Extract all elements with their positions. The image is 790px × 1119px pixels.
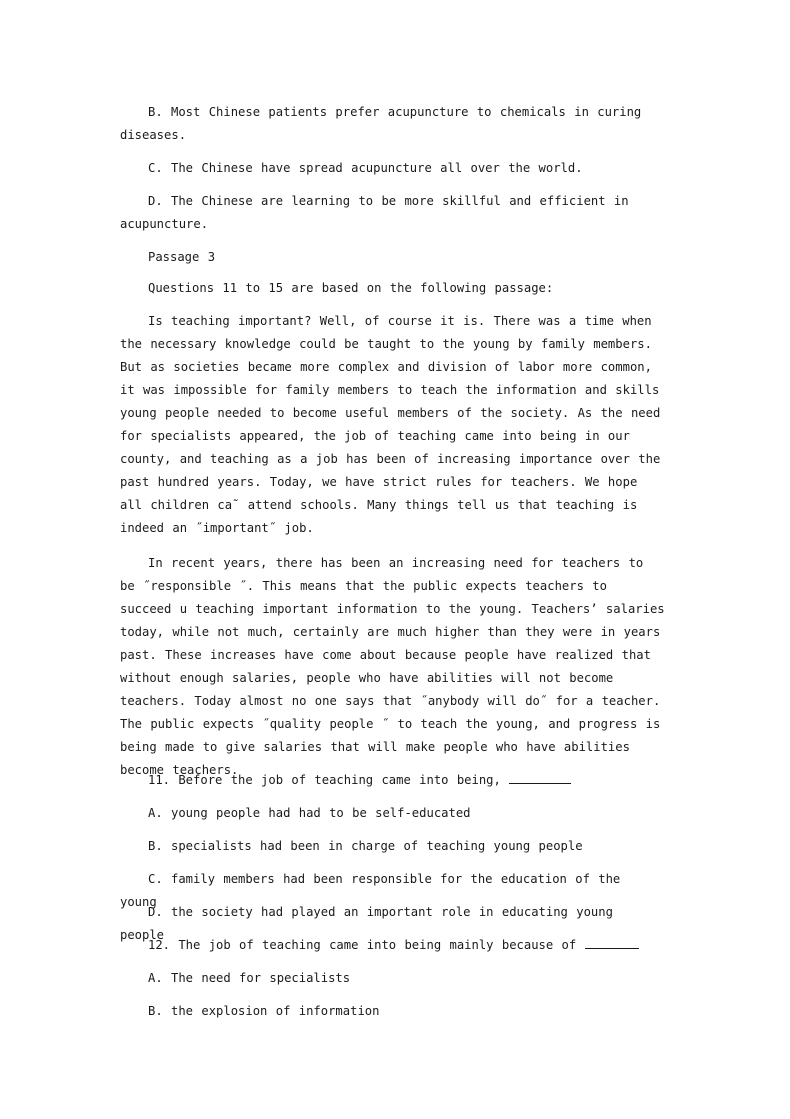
question-11-option-b: B. specialists had been in charge of teaching young people bbox=[148, 839, 583, 853]
question-11-option-d: D. the society had played an important role in educating young people bbox=[120, 905, 613, 942]
passage-title: Passage 3 bbox=[148, 250, 216, 264]
option-d-previous: D. The Chinese are learning to be more skillful and efficient in acupuncture. bbox=[120, 194, 629, 231]
question-stem-text: 12. The job of teaching came into being mainly because of bbox=[148, 938, 585, 952]
question-stem-text: 11. Before the job of teaching came into being, bbox=[148, 773, 510, 787]
passage-intro: Questions 11 to 15 are based on the following passage: bbox=[148, 281, 554, 295]
question-11-option-a: A. young people had had to be self-educated bbox=[148, 806, 471, 820]
question-11-option-c: C. family members had been responsible for the education of the young bbox=[120, 872, 621, 909]
question-12-option-a: A. The need for specialists bbox=[148, 971, 351, 985]
question-12-stem bbox=[120, 934, 665, 957]
question-12-option-b: B. the explosion of information bbox=[148, 1004, 380, 1018]
option-b-previous: B. Most Chinese patients prefer acupuncture to chemicals in curing diseases. bbox=[120, 105, 642, 142]
answer-blank bbox=[509, 771, 571, 784]
passage-paragraph-1: Is teaching important? Well, of course it is. There was a time when the necessary knowledge could be taught to the young by family members. But as societies became more complex and division of labor more common, it was impossible for family members to teach the information and skills young people needed to become useful members of the society. As the need for specialists appeared, the job of teaching came into being in our county, and teaching as a job has been of increasing importance over the past hundred years. Today, we have strict rules for teachers. We hope all children ca˜ attend schools. Many things tell us that teaching is indeed an ˝important˝ job. bbox=[120, 314, 661, 535]
answer-blank bbox=[585, 936, 639, 949]
passage-paragraph-2: In recent years, there has been an increasing need for teachers to be ˝responsible ˝. This means that the public expects teachers to succeed u teaching important information to the young. Teachers’ salaries today, while not much, certainly are much higher than they were in years past. These increases have come about because people have realized that without enough salaries, people who have abilities will not become teachers. Today almost no one says that ˝anybody will do˝ for a teacher. The public expects ˝quality people ˝ to teach the young, and progress is being made to give salaries that will make people who have abilities become teachers. bbox=[120, 556, 665, 777]
question-11-stem bbox=[120, 769, 665, 792]
option-c-previous: C. The Chinese have spread acupuncture all over the world. bbox=[148, 161, 583, 175]
